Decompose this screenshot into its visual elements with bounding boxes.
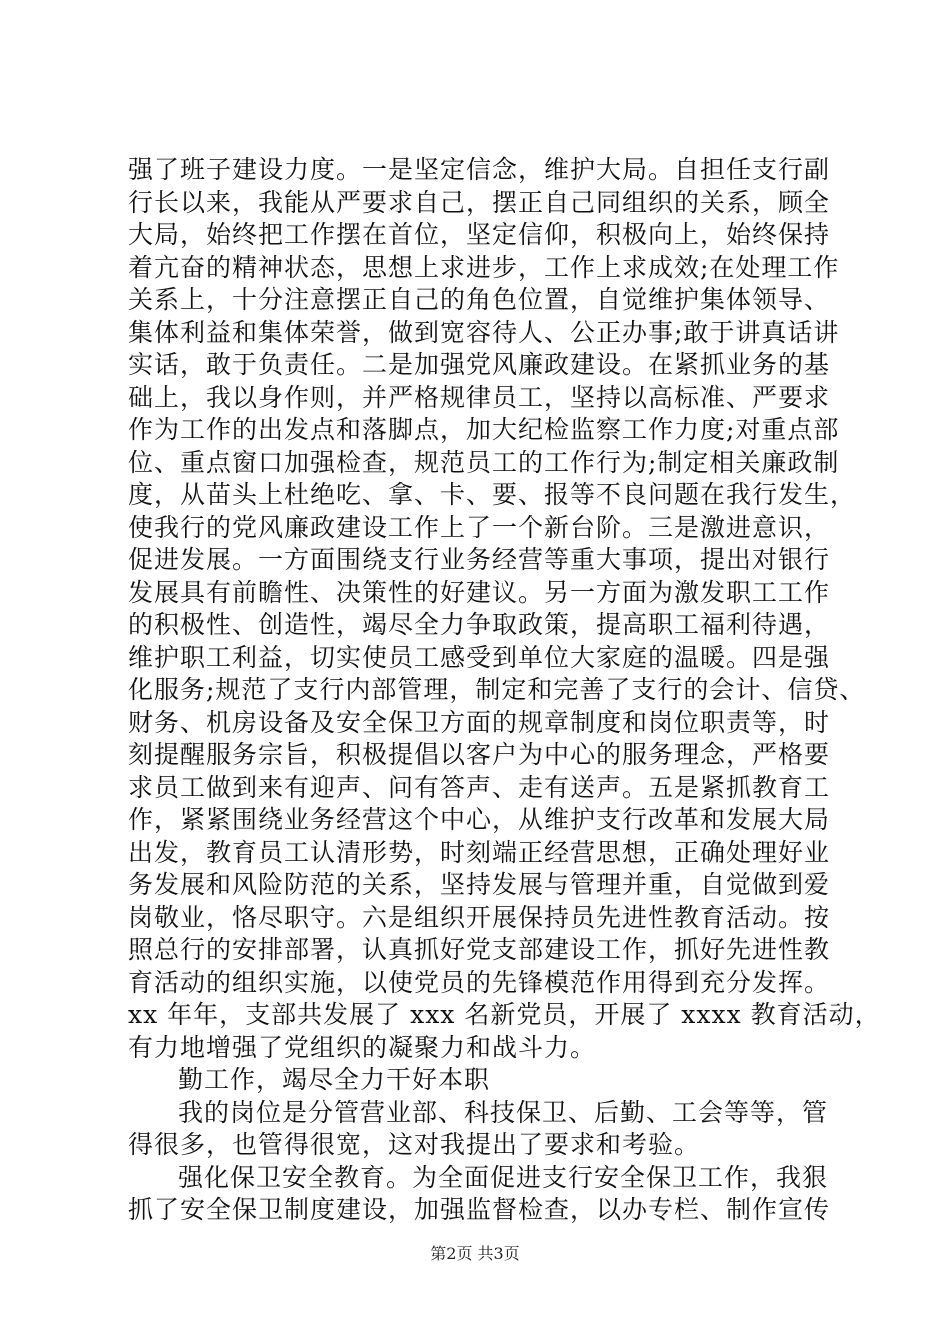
text-line: 作，紧紧围绕业务经营这个中心，从维护支行改革和发展大局 xyxy=(128,805,831,834)
text-line: 着亢奋的精神状态，思想上求进步，工作上求成效;在处理工作 xyxy=(128,252,840,282)
text-line: 有力地增强了党组织的凝聚力和战斗力。 xyxy=(128,1032,597,1062)
text-line: 实话，敢于负责任。二是加强党风廉政建设。在紧抓业务的基 xyxy=(128,350,831,379)
page-number: 第2页 共3页 xyxy=(430,1244,520,1263)
text-line: 育活动的组织实施，以使党员的先锋模范作用得到充分发挥。 xyxy=(128,967,831,997)
text-line: 使我行的党风廉政建设工作上了一个新台阶。三是激进意识， xyxy=(128,512,831,542)
text-line: 财务、机房设备及安全保卫方面的规章制度和岗位职责等，时 xyxy=(128,707,831,737)
text-line: 强化保卫安全教育。为全面促进支行安全保卫工作，我狠 xyxy=(178,1162,829,1192)
text-line: 集体利益和集体荣誉，做到宽容待人、公正办事;敢于讲真话讲 xyxy=(128,317,840,347)
text-line: 出发，教育员工认清形势，时刻端正经营思想，正确处理好业 xyxy=(128,837,831,867)
text-line: 我的岗位是分管营业部、科技保卫、后勤、工会等等，管 xyxy=(178,1097,829,1127)
text-line: xx 年年，支部共发展了 xxx 名新党员，开展了 xxxx 教育活动， xyxy=(128,1000,881,1029)
text-line: 刻提醒服务宗旨，积极提倡以客户为中心的服务理念，严格要 xyxy=(128,740,831,769)
text-line: 抓了安全保卫制度建设，加强监督检查，以办专栏、制作宣传 xyxy=(128,1195,831,1224)
text-line: 维护职工利益，切实使员工感受到单位大家庭的温暖。四是强 xyxy=(128,642,831,672)
text-line: 照总行的安排部署，认真抓好党支部建设工作，抓好先进性教 xyxy=(128,935,831,964)
text-line: 务发展和风险防范的关系，坚持发展与管理并重，自觉做到爱 xyxy=(128,870,831,899)
text-line: 强了班子建设力度。一是坚定信念，维护大局。自担任支行副 xyxy=(128,155,831,184)
text-line: 位、重点窗口加强检查，规范员工的工作行为;制定相关廉政制 xyxy=(128,447,840,477)
text-line: 关系上，十分注意摆正自己的角色位置，自觉维护集体领导、 xyxy=(128,285,831,314)
text-line: 作为工作的出发点和落脚点，加大纪检监察工作力度;对重点部 xyxy=(128,415,840,444)
text-line: 化服务;规范了支行内部管理，制定和完善了支行的会计、信贷、 xyxy=(128,675,866,704)
text-line: 行长以来，我能从严要求自己，摆正自己同组织的关系，顾全 xyxy=(128,187,831,217)
section-heading: 勤工作，竭尽全力干好本职 xyxy=(178,1065,491,1094)
text-line: 求员工做到来有迎声、问有答声、走有送声。五是紧抓教育工 xyxy=(128,772,831,802)
text-line: 发展具有前瞻性、决策性的好建议。另一方面为激发职工工作 xyxy=(128,577,831,607)
text-line: 度，从苗头上杜绝吃、拿、卡、要、报等不良问题在我行发生， xyxy=(128,480,857,509)
text-line: 岗敬业，恪尽职守。六是组织开展保持员先进性教育活动。按 xyxy=(128,902,831,932)
body-text xyxy=(128,154,881,1227)
text-line: 大局，始终把工作摆在首位，坚定信仰，积极向上，始终保持 xyxy=(128,220,831,249)
text-line: 得很多，也管得很宽，这对我提出了要求和考验。 xyxy=(128,1130,701,1159)
text-line: 础上，我以身作则，并严格规律员工，坚持以高标准、严要求 xyxy=(128,382,831,412)
text-line: 促进发展。一方面围绕支行业务经营等重大事项，提出对银行 xyxy=(128,545,831,574)
text-line: 的积极性、创造性，竭尽全力争取政策，提高职工福利待遇， xyxy=(128,610,831,639)
